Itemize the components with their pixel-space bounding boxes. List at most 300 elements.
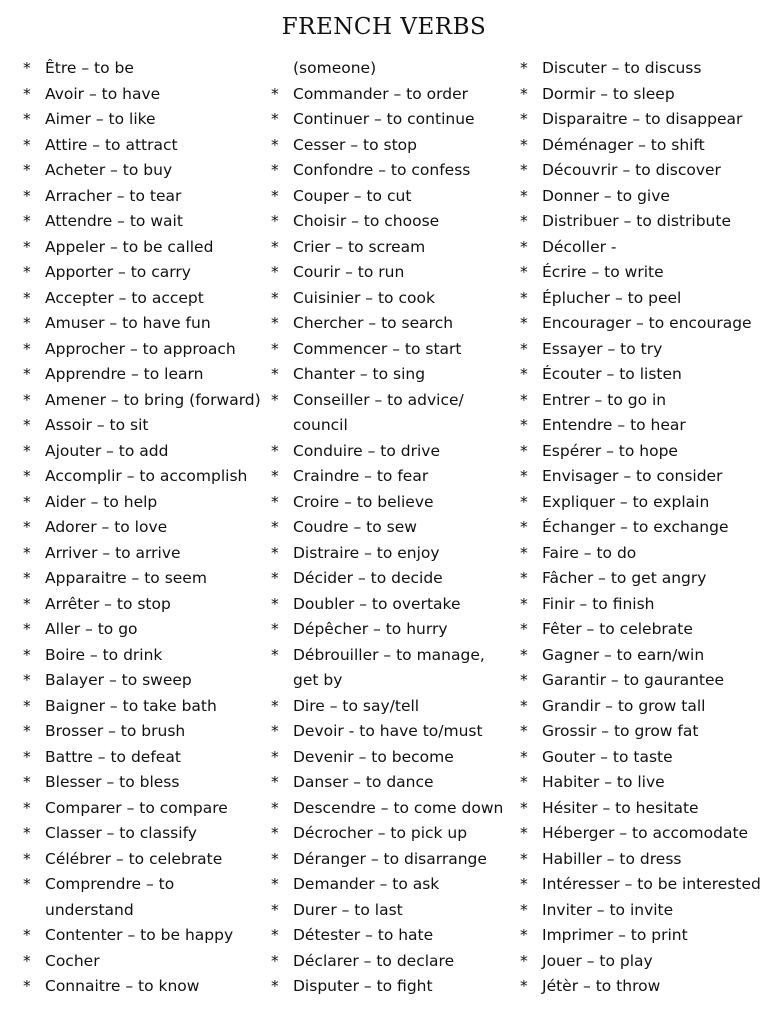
verb-text: Croire – to believe [293, 492, 434, 511]
verb-entry [520, 668, 767, 694]
verb-text: Jétèr – to throw [542, 977, 661, 995]
bullet-asterisk-icon: * [23, 161, 31, 179]
verb-text: Déclarer – to declare [293, 951, 455, 970]
bullet-asterisk-icon: * [23, 212, 31, 230]
verb-text: Grandir – to grow tall [542, 696, 706, 715]
verb-text: Arrêter – to stop [45, 594, 171, 613]
bullet-asterisk-icon: * [271, 620, 279, 638]
verb-text: Habiller – to dress [542, 849, 682, 868]
bullet-asterisk-icon: * [520, 798, 528, 817]
verb-text: Craindre – to fear [293, 467, 429, 485]
verb-entry [520, 898, 767, 924]
bullet-asterisk-icon: * [271, 569, 279, 587]
bullet-asterisk-icon: * [23, 135, 31, 154]
verb-text: (someone) [293, 59, 377, 77]
bullet-asterisk-icon: * [520, 951, 528, 970]
verb-entry [520, 923, 767, 949]
bullet-asterisk-icon: * [23, 824, 31, 842]
verb-entry [23, 388, 270, 414]
verb-text: Apprendre – to learn [45, 365, 204, 383]
verb-text: Coudre – to sew [293, 518, 417, 536]
verb-entry [520, 490, 767, 516]
verb-text: Adorer – to love [45, 518, 168, 536]
bullet-asterisk-icon: * [520, 110, 528, 128]
verb-entry [520, 286, 767, 312]
verb-text: Hésiter – to hesitate [542, 798, 699, 817]
bullet-asterisk-icon: * [271, 84, 279, 103]
verb-text: Attire – to attract [45, 135, 178, 154]
verb-text: Classer – to classify [45, 824, 197, 842]
verb-entry [271, 209, 513, 235]
verb-text: Blesser – to bless [45, 773, 180, 791]
verb-text: Apparaitre – to seem [45, 569, 207, 587]
bullet-asterisk-icon: * [520, 773, 528, 791]
bullet-asterisk-icon: * [23, 798, 31, 817]
verb-text: Conduire – to drive [293, 441, 440, 460]
verb-entry [520, 643, 767, 669]
bullet-asterisk-icon: * [23, 288, 31, 307]
verb-entry [520, 337, 767, 363]
page-title: FRENCH VERBS [281, 14, 487, 40]
verb-entry [271, 694, 513, 720]
verb-entry [520, 235, 767, 261]
bullet-asterisk-icon: * [271, 773, 279, 791]
verb-entry [23, 133, 270, 159]
verb-entry [271, 337, 513, 363]
verb-text: Ajouter – to add [45, 441, 169, 460]
bullet-asterisk-icon: * [23, 314, 31, 332]
bullet-asterisk-icon: * [520, 543, 528, 562]
bullet-asterisk-icon: * [271, 390, 279, 409]
bullet-asterisk-icon: * [520, 824, 528, 842]
verb-entry [23, 260, 270, 286]
bullet-asterisk-icon: * [520, 747, 528, 766]
verb-entry [271, 643, 513, 669]
verb-text: Décider – to decide [293, 569, 443, 587]
verb-entry [520, 133, 767, 159]
bullet-asterisk-icon: * [271, 696, 279, 715]
verb-text: Donner – to give [542, 186, 670, 205]
verb-entry [520, 209, 767, 235]
verb-text: Accepter – to accept [45, 288, 204, 307]
bullet-asterisk-icon: * [271, 186, 279, 205]
bullet-asterisk-icon: * [520, 288, 528, 307]
verb-text: Encourager – to encourage [542, 314, 752, 332]
verb-text: Fêter – to celebrate [542, 620, 693, 638]
verb-text: Habiter – to live [542, 773, 665, 791]
bullet-asterisk-icon: * [520, 59, 528, 77]
verb-entry [271, 872, 513, 898]
bullet-asterisk-icon: * [23, 59, 31, 77]
bullet-asterisk-icon: * [23, 237, 31, 256]
verb-text: Couper – to cut [293, 186, 412, 205]
verb-entry [520, 184, 767, 210]
verb-entry [23, 770, 270, 796]
verb-text: Décoller - [542, 237, 617, 256]
bullet-asterisk-icon: * [271, 263, 279, 281]
verb-text: Déranger – to disarrange [293, 849, 487, 868]
bullet-asterisk-icon: * [271, 110, 279, 128]
verb-text: council [293, 416, 348, 434]
bullet-asterisk-icon: * [520, 416, 528, 434]
bullet-asterisk-icon: * [23, 696, 31, 715]
bullet-asterisk-icon: * [271, 951, 279, 970]
verb-entry [520, 311, 767, 337]
bullet-asterisk-icon: * [520, 135, 528, 154]
bullet-asterisk-icon: * [520, 365, 528, 383]
verb-entry [271, 566, 513, 592]
verb-text: Cocher [45, 951, 100, 970]
verb-entry [520, 770, 767, 796]
verb-entry [271, 260, 513, 286]
verb-entry [23, 541, 270, 567]
verb-entry [271, 235, 513, 261]
verb-entry [271, 541, 513, 567]
bullet-asterisk-icon: * [23, 926, 31, 944]
verb-text: Arriver – to arrive [45, 543, 181, 562]
verb-entry [520, 158, 767, 184]
verb-entry [520, 974, 767, 1000]
bullet-asterisk-icon: * [520, 186, 528, 205]
verb-entry [271, 311, 513, 337]
verb-text: Assoir – to sit [45, 416, 149, 434]
verb-text: Chercher – to search [293, 314, 454, 332]
verb-text: Disputer – to fight [293, 977, 433, 995]
bullet-asterisk-icon: * [520, 263, 528, 281]
bullet-asterisk-icon: * [520, 161, 528, 179]
verb-text: Contenter – to be happy [45, 926, 234, 944]
verb-text: Imprimer – to print [542, 926, 688, 944]
verb-column-3 [520, 56, 767, 1000]
verb-text: Commencer – to start [293, 339, 462, 358]
verb-text: Devoir - to have to/must [293, 722, 483, 740]
verb-entry [23, 719, 270, 745]
verb-text: understand [45, 900, 134, 919]
verb-text: Déménager – to shift [542, 135, 705, 154]
verb-entry [23, 515, 270, 541]
bullet-asterisk-icon: * [520, 390, 528, 409]
bullet-asterisk-icon: * [271, 518, 279, 536]
verb-entry [23, 107, 270, 133]
bullet-asterisk-icon: * [271, 977, 279, 995]
bullet-asterisk-icon: * [23, 186, 31, 205]
verb-entry [271, 821, 513, 847]
verb-entry [23, 158, 270, 184]
bullet-asterisk-icon: * [23, 977, 31, 995]
verb-entry [271, 158, 513, 184]
bullet-asterisk-icon: * [520, 594, 528, 613]
bullet-asterisk-icon: * [520, 441, 528, 460]
verb-text: Amuser – to have fun [45, 314, 211, 332]
verb-entry [271, 439, 513, 465]
verb-entry [271, 515, 513, 541]
verb-entry [271, 847, 513, 873]
bullet-asterisk-icon: * [23, 390, 31, 409]
bullet-asterisk-icon: * [271, 875, 279, 893]
bullet-asterisk-icon: * [271, 492, 279, 511]
bullet-asterisk-icon: * [520, 671, 528, 689]
verb-text: Balayer – to sweep [45, 671, 192, 689]
verb-text: Aider – to help [45, 492, 158, 511]
bullet-asterisk-icon: * [520, 875, 528, 893]
verb-text: Demander – to ask [293, 875, 440, 893]
verb-entry [23, 286, 270, 312]
bullet-asterisk-icon: * [520, 900, 528, 919]
verb-entry [23, 566, 270, 592]
verb-entry [520, 745, 767, 771]
verb-entry [23, 643, 270, 669]
bullet-asterisk-icon: * [520, 620, 528, 638]
verb-text: Attendre – to wait [45, 212, 183, 230]
verb-entry [271, 898, 513, 924]
verb-entry [271, 464, 513, 490]
verb-text: Intéresser – to be interested [542, 875, 761, 893]
bullet-asterisk-icon: * [271, 722, 279, 740]
verb-text: Descendre – to come down [293, 798, 504, 817]
verb-entry [271, 490, 513, 516]
verb-entry [520, 821, 767, 847]
verb-text: get by [293, 671, 343, 689]
bullet-asterisk-icon: * [271, 849, 279, 868]
verb-entry [23, 974, 270, 1000]
bullet-asterisk-icon: * [520, 339, 528, 358]
bullet-asterisk-icon: * [271, 747, 279, 766]
verb-entry [23, 337, 270, 363]
bullet-asterisk-icon: * [23, 543, 31, 562]
bullet-asterisk-icon: * [520, 237, 528, 256]
verb-text: Essayer – to try [542, 339, 663, 358]
bullet-asterisk-icon: * [23, 645, 31, 664]
verb-text: Écrire – to write [542, 263, 664, 281]
bullet-asterisk-icon: * [520, 84, 528, 103]
bullet-asterisk-icon: * [520, 492, 528, 511]
bullet-asterisk-icon: * [520, 849, 528, 868]
bullet-asterisk-icon: * [271, 824, 279, 842]
verb-text: Faire – to do [542, 543, 637, 562]
verb-entry [23, 796, 270, 822]
verb-text: Détester – to hate [293, 926, 434, 944]
verb-entry [520, 82, 767, 108]
verb-entry [23, 311, 270, 337]
bullet-asterisk-icon: * [271, 798, 279, 817]
bullet-asterisk-icon: * [271, 441, 279, 460]
bullet-asterisk-icon: * [520, 977, 528, 995]
bullet-asterisk-icon: * [271, 467, 279, 485]
bullet-asterisk-icon: * [23, 773, 31, 791]
bullet-asterisk-icon: * [23, 263, 31, 281]
bullet-asterisk-icon: * [520, 569, 528, 587]
bullet-asterisk-icon: * [520, 314, 528, 332]
verb-text: Aller – to go [45, 620, 138, 638]
verb-text: Dormir – to sleep [542, 84, 675, 103]
verb-text: Distraire – to enjoy [293, 543, 440, 562]
bullet-asterisk-icon: * [23, 875, 31, 893]
verb-entry [271, 719, 513, 745]
verb-text: Cuisinier – to cook [293, 288, 435, 307]
verb-entry [271, 592, 513, 618]
verb-entry [520, 413, 767, 439]
verb-text: Dire – to say/tell [293, 696, 420, 715]
bullet-asterisk-icon: * [23, 416, 31, 434]
bullet-asterisk-icon: * [23, 671, 31, 689]
verb-text: Continuer – to continue [293, 110, 475, 128]
verb-text: Gagner – to earn/win [542, 645, 705, 664]
verb-entry [23, 592, 270, 618]
verb-entry [23, 209, 270, 235]
verb-text: Héberger – to accomodate [542, 824, 749, 842]
bullet-asterisk-icon: * [23, 518, 31, 536]
verb-text: Aimer – to like [45, 110, 156, 128]
bullet-asterisk-icon: * [271, 365, 279, 383]
verb-entry-continuation [293, 56, 513, 82]
verb-text: Baigner – to take bath [45, 696, 217, 715]
verb-column-2 [271, 56, 513, 1000]
verb-entry [23, 694, 270, 720]
verb-entry [271, 923, 513, 949]
verb-text: Éplucher – to peel [542, 288, 682, 307]
verb-text: Accomplir – to accomplish [45, 467, 248, 485]
verb-text: Approcher – to approach [45, 339, 236, 358]
bullet-asterisk-icon: * [271, 339, 279, 358]
verb-entry [271, 362, 513, 388]
bullet-asterisk-icon: * [23, 365, 31, 383]
bullet-asterisk-icon: * [23, 569, 31, 587]
verb-entry [271, 82, 513, 108]
verb-entry [520, 796, 767, 822]
verb-text: Crier – to scream [293, 237, 426, 256]
bullet-asterisk-icon: * [23, 467, 31, 485]
verb-text: Fâcher – to get angry [542, 569, 707, 587]
verb-text: Brosser – to brush [45, 722, 186, 740]
verb-text: Durer – to last [293, 900, 403, 919]
verb-entry [23, 847, 270, 873]
verb-text: Entendre – to hear [542, 416, 686, 434]
verb-text: Comparer – to compare [45, 798, 228, 817]
verb-text: Dépêcher – to hurry [293, 620, 448, 638]
verb-entry [271, 286, 513, 312]
verb-entry [520, 719, 767, 745]
verb-text: Inviter – to invite [542, 900, 674, 919]
verb-entry-continuation [45, 898, 270, 924]
verb-entry [271, 133, 513, 159]
bullet-asterisk-icon: * [23, 441, 31, 460]
verb-text: Conseiller – to advice/ [293, 390, 464, 409]
verb-text: Espérer – to hope [542, 441, 678, 460]
verb-text: Entrer – to go in [542, 390, 667, 409]
bullet-asterisk-icon: * [520, 645, 528, 664]
bullet-asterisk-icon: * [23, 84, 31, 103]
bullet-asterisk-icon: * [271, 594, 279, 613]
bullet-asterisk-icon: * [23, 110, 31, 128]
verb-entry [271, 949, 513, 975]
verb-text: Connaitre – to know [45, 977, 200, 995]
bullet-asterisk-icon: * [520, 926, 528, 944]
verb-entry-continuation [293, 668, 513, 694]
verb-entry [23, 490, 270, 516]
verb-entry [520, 439, 767, 465]
verb-text: Acheter – to buy [45, 161, 173, 179]
verb-entry [520, 388, 767, 414]
verb-text: Chanter – to sing [293, 365, 426, 383]
verb-text: Débrouiller – to manage, [293, 645, 485, 664]
verb-text: Devenir – to become [293, 747, 454, 766]
verb-entry [520, 362, 767, 388]
verb-entry [23, 184, 270, 210]
bullet-asterisk-icon: * [520, 696, 528, 715]
verb-text: Discuter – to discuss [542, 59, 702, 77]
bullet-asterisk-icon: * [23, 747, 31, 766]
bullet-asterisk-icon: * [271, 645, 279, 664]
bullet-asterisk-icon: * [520, 722, 528, 740]
verb-entry [271, 388, 513, 414]
verb-entry [23, 56, 270, 82]
verb-entry [271, 770, 513, 796]
verb-entry [271, 184, 513, 210]
verb-entry [23, 745, 270, 771]
verb-text: Doubler – to overtake [293, 594, 461, 613]
verb-text: Décrocher – to pick up [293, 824, 468, 842]
bullet-asterisk-icon: * [23, 722, 31, 740]
verb-text: Boire – to drink [45, 645, 163, 664]
bullet-asterisk-icon: * [271, 288, 279, 307]
verb-entry [23, 464, 270, 490]
verb-entry [520, 694, 767, 720]
verb-entry [271, 745, 513, 771]
verb-entry [23, 362, 270, 388]
bullet-asterisk-icon: * [271, 926, 279, 944]
verb-text: Battre – to defeat [45, 747, 181, 766]
bullet-asterisk-icon: * [271, 135, 279, 154]
bullet-asterisk-icon: * [23, 951, 31, 970]
verb-entry [520, 464, 767, 490]
verb-entry [23, 872, 270, 898]
verb-entry [271, 796, 513, 822]
verb-entry [520, 592, 767, 618]
verb-entry [520, 566, 767, 592]
verb-text: Jouer – to play [542, 951, 653, 970]
verb-entry [23, 82, 270, 108]
verb-entry [520, 847, 767, 873]
verb-text: Danser – to dance [293, 773, 434, 791]
verb-column-1 [23, 56, 270, 1000]
verb-text: Disparaitre – to disappear [542, 110, 743, 128]
verb-entry [23, 949, 270, 975]
verb-text: Amener – to bring (forward) [45, 390, 261, 409]
verb-text: Expliquer – to explain [542, 492, 710, 511]
verb-entry [520, 541, 767, 567]
bullet-asterisk-icon: * [271, 314, 279, 332]
verb-entry [520, 107, 767, 133]
verb-text: Cesser – to stop [293, 135, 417, 154]
verb-text: Commander – to order [293, 84, 468, 103]
verb-entry [23, 668, 270, 694]
verb-text: Découvrir – to discover [542, 161, 721, 179]
bullet-asterisk-icon: * [271, 212, 279, 230]
verb-text: Finir – to finish [542, 594, 655, 613]
verb-text: Distribuer – to distribute [542, 212, 731, 230]
verb-text: Échanger – to exchange [542, 518, 729, 536]
verb-entry [23, 617, 270, 643]
verb-entry [23, 821, 270, 847]
verb-text: Garantir – to gaurantee [542, 671, 725, 689]
bullet-asterisk-icon: * [520, 467, 528, 485]
verb-entry [271, 974, 513, 1000]
verb-text: Choisir – to choose [293, 212, 440, 230]
verb-text: Comprendre – to [45, 875, 175, 893]
verb-entry [23, 923, 270, 949]
bullet-asterisk-icon: * [271, 237, 279, 256]
verb-text: Écouter – to listen [542, 365, 682, 383]
